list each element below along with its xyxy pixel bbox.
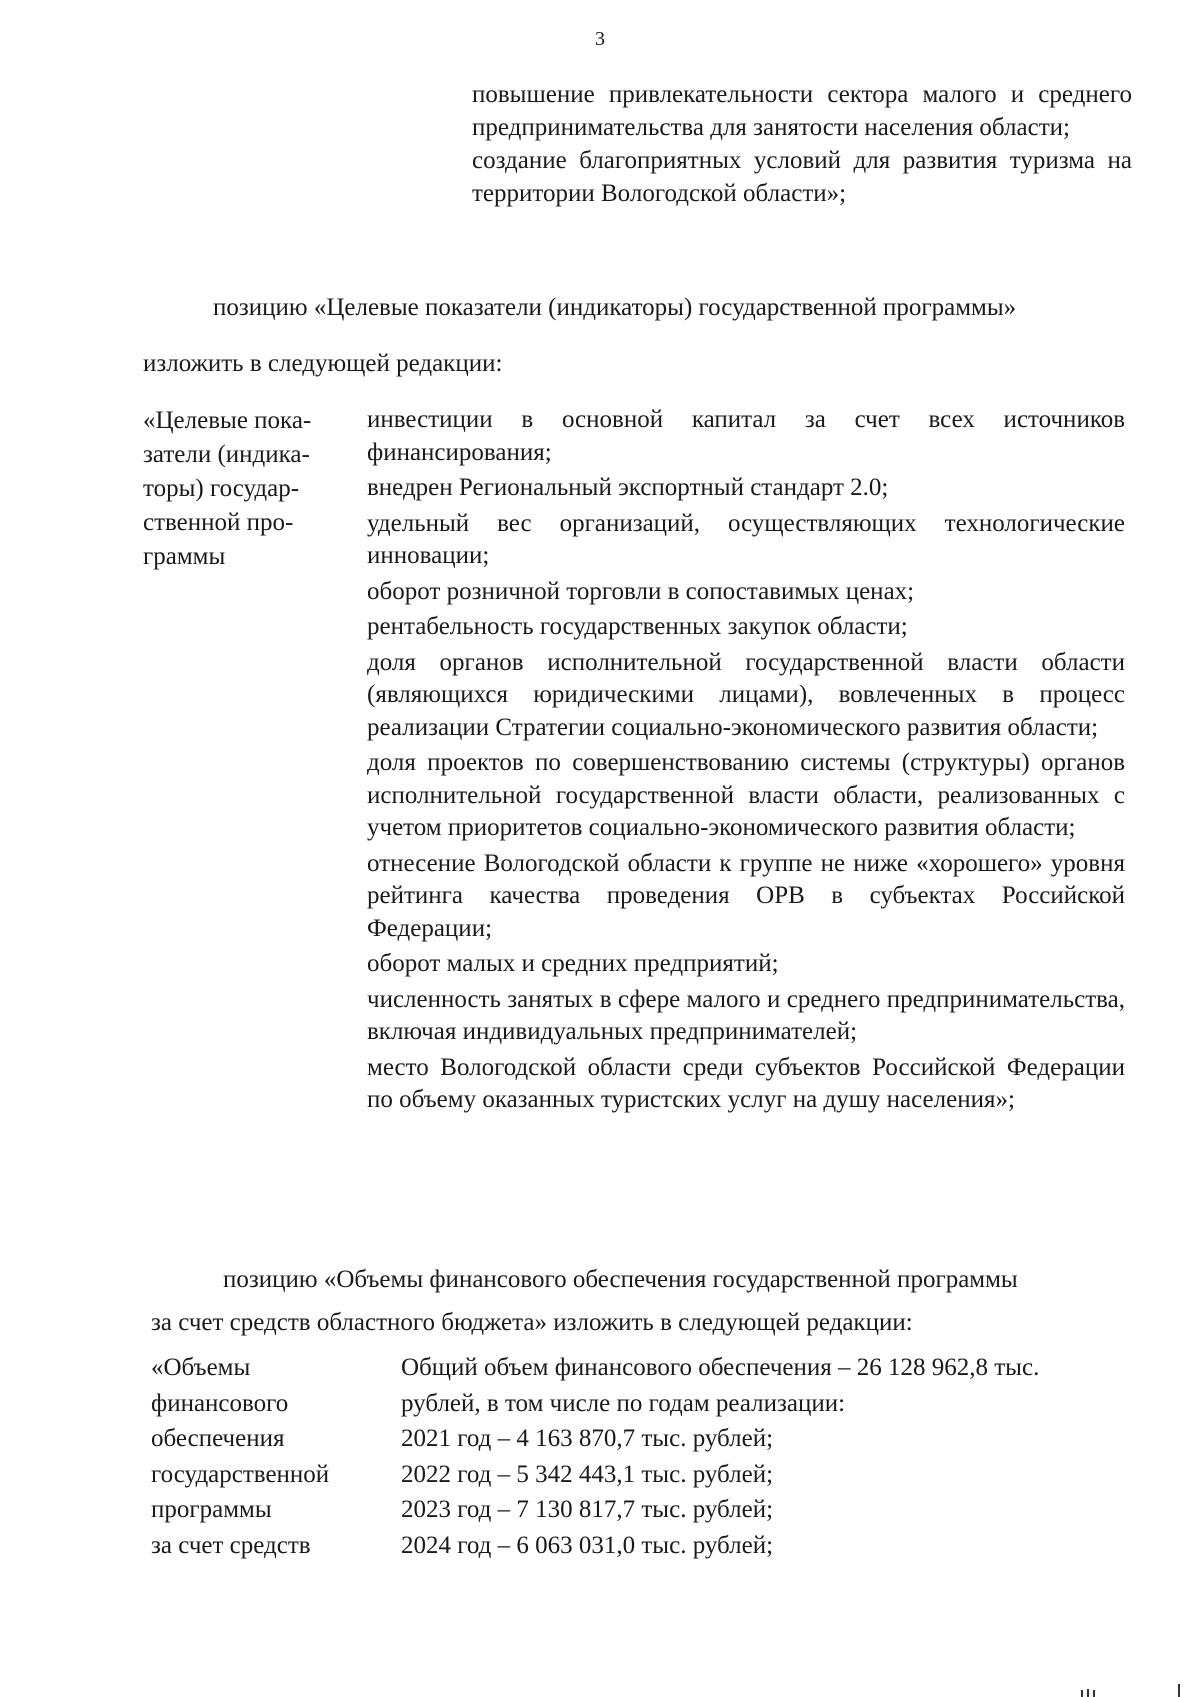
financing-total-line: Общий объем финансового обеспечения – 26 128 962,8 тыс.	[401, 1354, 1040, 1381]
label-line: «Объемы	[151, 1354, 251, 1381]
label-line: «Целевые пока-	[143, 407, 312, 434]
financing-year-line: 2021 год – 4 163 870,7 тыс. рублей;	[401, 1425, 774, 1452]
indicator-item: инвестиции в основной капитал за счет всех источников финансирования;	[367, 406, 1125, 466]
label-line: финансового	[151, 1389, 289, 1417]
financing-year-line: 2022 год – 5 342 443,1 тыс. рублей;	[401, 1460, 774, 1488]
paragraph-2-line-1: позицию «Объемы финансового обеспечения государственной программы	[223, 1266, 1018, 1293]
indicator-item: доля органов исполнительной государственной власти области (являющихся юридическими лицами), вовлеченных в процесс реализации Стратегии социально-экономического развития области;	[367, 648, 1125, 741]
financing-total-line: рублей, в том числе по годам реализации:	[401, 1389, 846, 1417]
goal-item: повышение привлекательности сектора малого и среднего предпринимательства для занятости населения области;	[472, 81, 1132, 141]
label-line: за счет средств	[151, 1531, 311, 1559]
label-line: затели (индика-	[143, 441, 310, 468]
indicator-item: рентабельность государственных закупок области;	[367, 613, 908, 640]
paragraph-1-line-2: изложить в следующей редакции:	[143, 350, 503, 377]
indicator-item: место Вологодской области среди субъектов Российской Федерации по объему оказанных туристских услуг на душу населения»;	[367, 1053, 1125, 1113]
goals-continuation	[472, 78, 1132, 210]
financing-label	[151, 1350, 381, 1563]
label-line: торы) государ-	[143, 475, 300, 502]
label-line: ственной про-	[143, 509, 294, 536]
indicators-list	[367, 404, 1125, 1117]
financing-values	[401, 1350, 1161, 1563]
label-line: обеспечения	[151, 1425, 285, 1452]
scan-artifact	[1081, 1690, 1083, 1697]
label-line: граммы	[143, 543, 226, 570]
indicator-item: численность занятых в сфере малого и среднего предпринимательства, включая индивидуальных предпринимателей;	[367, 985, 1125, 1045]
label-line: программы	[151, 1496, 272, 1523]
financing-year-line: 2024 год – 6 063 031,0 тыс. рублей;	[401, 1531, 774, 1559]
paragraph-2-line-2: за счет средств областного бюджета» изложить в следующей редакции:	[151, 1309, 913, 1336]
indicator-item: отнесение Вологодской области к группе не ниже «хорошего» уровня рейтинга качества проведения ОРВ в субъектах Российской Федерации;	[367, 849, 1125, 942]
label-line: государственной	[151, 1460, 330, 1488]
scan-artifact	[1087, 1689, 1089, 1697]
financing-year-line: 2023 год – 7 130 817,7 тыс. рублей;	[401, 1496, 774, 1523]
paragraph-1-line-1: позицию «Целевые показатели (индикаторы) государственной программы»	[213, 294, 1017, 321]
scan-artifact	[1178, 1684, 1180, 1697]
goal-item: создание благоприятных условий для развития туризма на территории Вологодской области»;	[472, 147, 1132, 207]
indicator-item: внедрен Региональный экспортный стандарт 2.0;	[367, 474, 889, 501]
scan-artifact	[1093, 1690, 1095, 1697]
page-number: 3	[595, 28, 605, 50]
indicator-item: оборот малых и средних предприятий;	[367, 950, 779, 977]
indicator-item: удельный вес организаций, осуществляющих технологические инновации;	[367, 509, 1125, 569]
indicators-label	[143, 404, 343, 574]
indicator-item: оборот розничной торговли в сопоставимых ценах;	[367, 577, 915, 605]
indicator-item: доля проектов по совершенствованию системы (структуры) органов исполнительной государственной власти области, реализованных с учетом приоритетов социально-экономического развития области;	[367, 749, 1125, 841]
